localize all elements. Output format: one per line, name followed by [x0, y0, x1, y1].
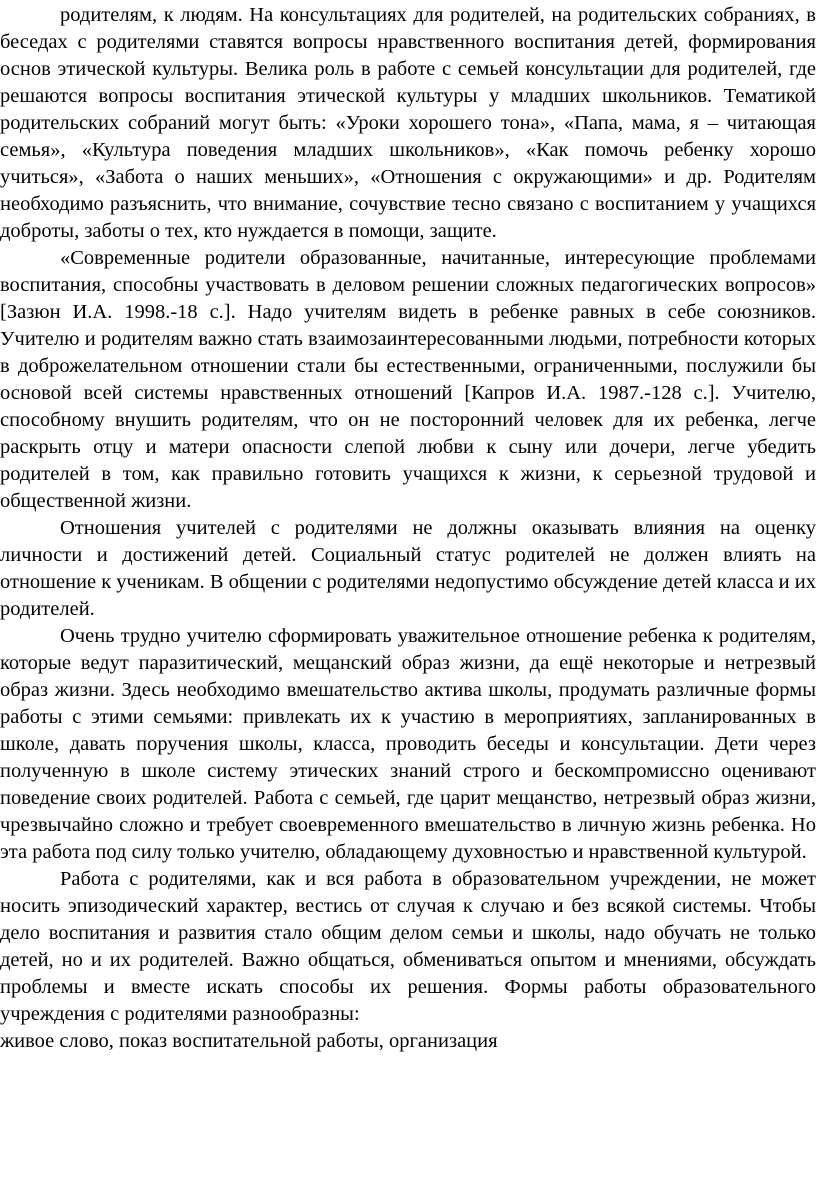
- paragraph-4: Очень трудно учителю сформировать уважительное отношение ребенка к родителям, которые ведут паразитический, мещанский образ жизни, да ещё некоторые и нетрезвый образ жизни. Здесь необходимо вмешательство актива школы, продумать различные формы работы с этими семьями: привлекать их к участию в мероприятиях, запланированных в школе, давать поручения школы, класса, проводить беседы и консультации. Дети через полученную в школе систему этических знаний строго и бескомпромиссно оценивают поведение своих родителей. Работа с семьей, где царит мещанство, нетрезвый образ жизни, чрезвычайно сложно и требует своевременного вмешательство в личную жизнь ребенка. Но эта работа под силу только учителю, обладающему духовностью и нравственной культурой.: [0, 625, 816, 863]
- paragraph-1: родителям, к людям. На консультациях для родителей, на родительских собраниях, в беседах с родителями ставятся вопросы нравственного воспитания детей, формирования основ этической культуры. Велика роль в работе с семьей консультации для родителей, где решаются вопросы воспитания этической культуры у младших школьников. Тематикой родительских собраний могут быть: «Уроки хорошего тона», «Папа, мама, я – читающая семья», «Культура поведения младших школьников», «Как помочь ребенку хорошо учиться», «Забота о наших меньших», «Отношения с окружающими» и др. Родителям необходимо разъяснить, что внимание, сочувствие тесно связано с воспитанием у учащихся доброты, заботы о тех, кто нуждается в помощи, защите.: [0, 4, 816, 242]
- final-line: живое слово, показ воспитательной работы, организация: [0, 1030, 498, 1052]
- paragraph-3: Отношения учителей с родителями не должны оказывать влияния на оценку личности и достижений детей. Социальный статус родителей не должен влиять на отношение к ученикам. В общении с родителями недопустимо обсуждение детей класса и их родителей.: [0, 517, 816, 620]
- paragraph-2: «Современные родители образованные, начитанные, интересующие проблемами воспитания, способны участвовать в деловом решении сложных педагогических вопросов» [Зазюн И.А. 1998.-18 с.]. Надо учителям видеть в ребенке равных в себе союзников. Учителю и родителям важно стать взаимозаинтересованными людьми, потребности которых в доброжелательном отношении стали бы естественными, ограниченными, послужили бы основой всей системы нравственных отношений [Капров И.А. 1987.-128 с.]. Учителю, способному внушить родителям, что он не посторонний человек для их ребенка, легче раскрыть отцу и матери опасности слепой любви к сыну или дочери, легче убедить родителей в том, как правильно готовить учащихся к жизни, к серьезной трудовой и общественной жизни.: [0, 247, 816, 512]
- paragraph-5: Работа с родителями, как и вся работа в образовательном учреждении, не может носить эпизодический характер, вестись от случая к случаю и без всякой системы. Чтобы дело воспитания и развития стало общим делом семьи и школы, надо обучать не только детей, но и их родителей. Важно общаться, обмениваться опытом и мнениями, обсуждать проблемы и вместе искать способы их решения. Формы работы образовательного учреждения с родителями разнообразны:: [0, 868, 816, 1025]
